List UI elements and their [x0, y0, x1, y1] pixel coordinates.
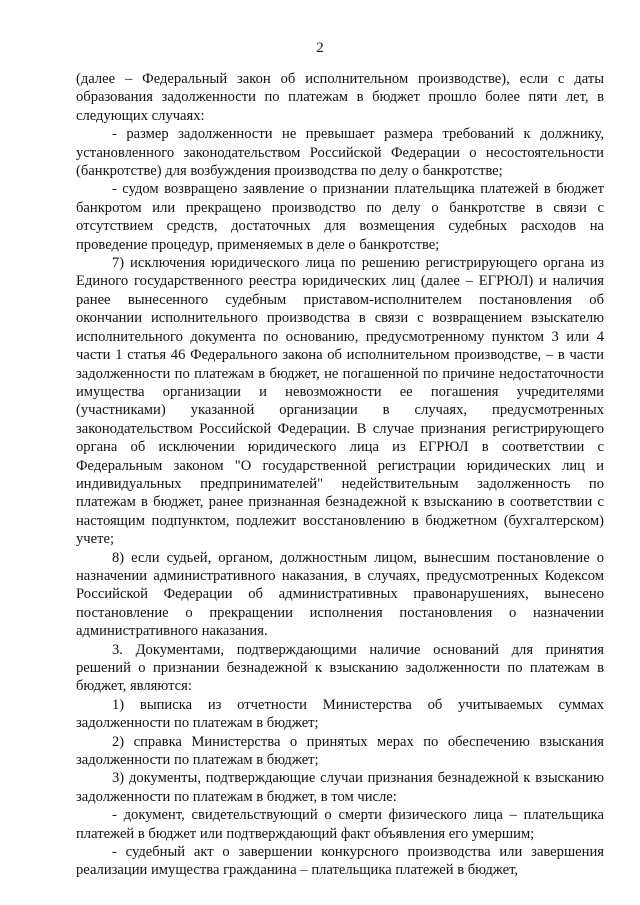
paragraph-court-act: - судебный акт о завершении конкурсного производства или завершения реализации имущества гражданина – плательщика платежей в бюджет,: [76, 844, 604, 879]
paragraph-item-8: 8) если судьей, органом, должностным лицом, вынесшим постановление о назначении административного наказания, в случаях, предусмотренных Кодексом Российской Федерации об административных правонарушениях, вынесено постановление о прекращении исполнения постановления о назначении административного наказания.: [76, 549, 604, 640]
paragraph-continuation: (далее – Федеральный закон об исполнительном производстве), если с даты образования задолженности по платежам в бюджет прошло более пяти лет, в следующих случаях:: [76, 71, 604, 124]
paragraph-doc-3: 3) документы, подтверждающие случаи признания безнадежной к взысканию задолженности по платежам в бюджет, в том числе:: [76, 770, 604, 805]
paragraph-section-3: 3. Документами, подтверждающими наличие оснований для принятия решений о признании безнадежной к взысканию задолженности по платежам в бюджет, являются:: [76, 641, 604, 695]
paragraph-death-document: - документ, свидетельствующий о смерти физического лица – плательщика платежей в бюджет или подтверждающий факт объявления его умершим;: [76, 807, 604, 842]
document-body: [76, 70, 604, 880]
paragraph-item-7: 7) исключения юридического лица по решению регистрирующего органа из Единого государственного реестра юридических лиц (далее – ЕГРЮЛ) и наличия ранее вынесенного судебным приставом-исполнителем постановления об окончании исполнительного производства в связи с возвращением взыскателю исполнительного документа по основанию, предусмотренному пунктом 3 или 4 части 1 статья 46 Федерального закона об исполнительном производстве, – в части задолженности по платежам в бюджет, не погашенной по причине недостаточности имущества организации и невозможности ее погашения учредителями (участниками) указанной организации в случаях, предусмотренных законодательством Российской Федерации. В случае признания регистрирующего органа об исключении юридического лица из ЕГРЮЛ в соответствии с Федеральным законом "О государственной регистрации юридических лиц и индивидуальных предпринимателей" недействительным задолженность по платежам в бюджет, ранее признанная безнадежной к взысканию в соответствии с настоящим подпунктом, подлежит восстановлению в бюджетном (бухгалтерском) учете;: [76, 255, 604, 548]
paragraph-bankruptcy-returned: - судом возвращено заявление о признании плательщика платежей в бюджет банкротом или прекращено производство по делу о банкротстве в связи с отсутствием средств, достаточных для возмещения судебных расходов на проведение процедур, применяемых в деле о банкротстве;: [76, 181, 604, 253]
page-number: 2: [316, 40, 324, 56]
paragraph-doc-2: 2) справка Министерства о принятых мерах по обеспечению взыскания задолженности по платежам в бюджет;: [76, 733, 604, 769]
paragraph-doc-1: 1) выписка из отчетности Министерства об учитываемых суммах задолженности по платежам в бюджет;: [76, 696, 604, 732]
paragraph-debt-size: - размер задолженности не превышает размера требований к должнику, установленного законодательством Российской Федерации о несостоятельности (банкротстве) для возбуждения производства по делу о банкротстве;: [76, 126, 604, 180]
